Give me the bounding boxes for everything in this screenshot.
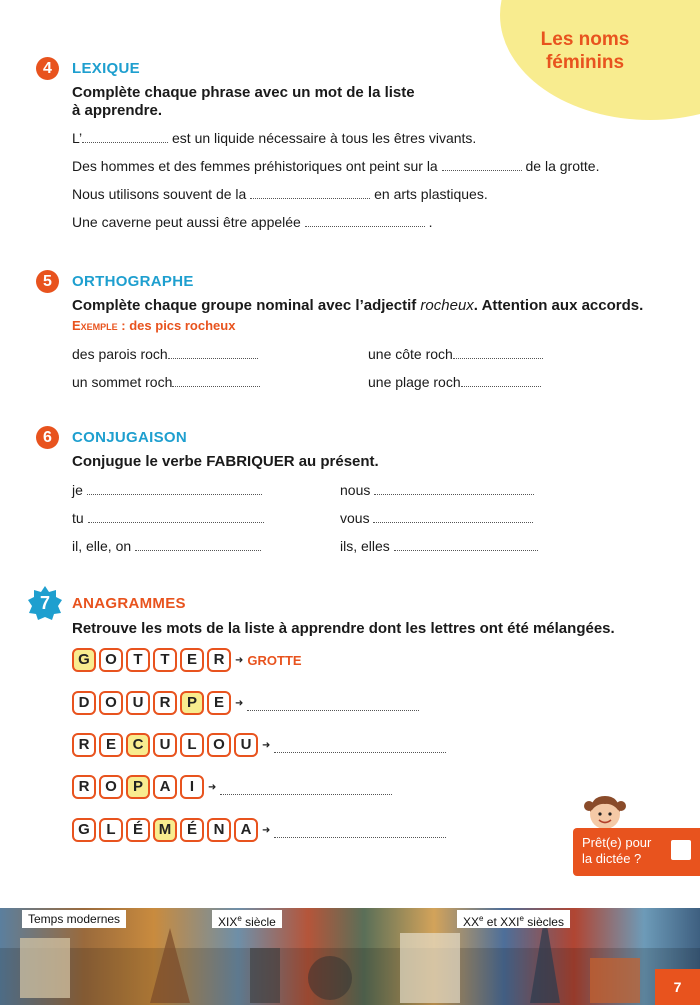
arrow-right-icon: ➜: [262, 824, 271, 836]
anagram-row: [72, 691, 419, 715]
conjugation-line: je: [72, 482, 262, 498]
letter-tile: O: [99, 691, 123, 715]
letter-tile: I: [180, 775, 204, 799]
era-label: XIXe siècle: [212, 910, 282, 928]
blank-field[interactable]: [87, 484, 262, 495]
exercise-instruction: Complète chaque phrase avec un mot de la liste à apprendre.: [72, 84, 415, 119]
conjugation-line: ils, elles: [340, 538, 538, 554]
exercise-instruction: Complète chaque groupe nominal avec l’adjectif rocheux. Attention aux accords.: [72, 297, 644, 314]
letter-tile: T: [153, 648, 177, 672]
letter-tile: C: [126, 733, 150, 757]
arrow-right-icon: ➜: [235, 654, 244, 666]
conjugation-line: il, elle, on: [72, 538, 261, 554]
blank-field[interactable]: [82, 132, 168, 143]
letter-tile: R: [207, 648, 231, 672]
sentence-4: Une caverne peut aussi être appelée .: [72, 214, 433, 230]
answer-field[interactable]: [220, 779, 392, 795]
blank-field[interactable]: [374, 484, 534, 495]
dictation-ready-box: Prêt(e) pour la dictée ?: [573, 828, 700, 876]
letter-tile: G: [72, 818, 96, 842]
blank-field[interactable]: [453, 348, 543, 359]
conjugation-line: tu: [72, 510, 264, 526]
letter-tile: P: [180, 691, 204, 715]
blank-field[interactable]: [88, 512, 264, 523]
letter-tile: D: [72, 691, 96, 715]
sentence-2: Des hommes et des femmes préhistoriques ont peint sur la de la grotte.: [72, 158, 600, 174]
letter-tile: U: [153, 733, 177, 757]
letter-tile: É: [180, 818, 204, 842]
adjective-item: des parois roch: [72, 346, 258, 362]
arrow-right-icon: ➜: [235, 697, 244, 709]
dictation-checkbox[interactable]: [671, 840, 691, 860]
exercise-number-4: 4: [36, 57, 59, 80]
letter-tile: O: [207, 733, 231, 757]
sentence-3: Nous utilisons souvent de la en arts plastiques.: [72, 186, 488, 202]
blank-field[interactable]: [135, 540, 261, 551]
exercise-number-5: 5: [36, 270, 59, 293]
blank-field[interactable]: [172, 376, 260, 387]
letter-tile: R: [72, 775, 96, 799]
letter-tile: A: [234, 818, 258, 842]
exercise-instruction: Conjugue le verbe FABRIQUER au présent.: [72, 453, 379, 470]
exercise-title-lexique: LEXIQUE: [72, 60, 140, 77]
page-title: Les noms féminins: [540, 29, 630, 73]
letter-tile: O: [99, 775, 123, 799]
conjugation-line: vous: [340, 510, 533, 526]
adjective-item: une plage roch: [368, 374, 541, 390]
blank-field[interactable]: [305, 216, 425, 227]
exercise-title-orthographe: ORTHOGRAPHE: [72, 273, 194, 290]
exercise-title-anagrammes: ANAGRAMMES: [72, 595, 186, 612]
blank-field[interactable]: [442, 160, 522, 171]
arrow-right-icon: ➜: [208, 781, 217, 793]
answer-field[interactable]: [274, 822, 446, 838]
page-number: 7: [655, 969, 700, 1005]
letter-tile: E: [207, 691, 231, 715]
letter-tile: N: [207, 818, 231, 842]
exercise-number-6: 6: [36, 426, 59, 449]
letter-tile: G: [72, 648, 96, 672]
anagram-row: [72, 648, 302, 672]
answer-field[interactable]: [274, 737, 446, 753]
letter-tile: É: [126, 818, 150, 842]
letter-tile: L: [99, 818, 123, 842]
anagram-row: [72, 818, 446, 842]
era-label: Temps modernes: [22, 910, 126, 928]
letter-tile: U: [234, 733, 258, 757]
era-label: XXe et XXIe siècles: [457, 910, 570, 928]
adjective-item: une côte roch: [368, 346, 543, 362]
letter-tile: R: [72, 733, 96, 757]
blank-field[interactable]: [394, 540, 538, 551]
answer-field[interactable]: [247, 695, 419, 711]
letter-tile: T: [126, 648, 150, 672]
anagram-row: [72, 733, 446, 757]
adjective-item: un sommet roch: [72, 374, 260, 390]
letter-tile: R: [153, 691, 177, 715]
letter-tile: M: [153, 818, 177, 842]
letter-tile: A: [153, 775, 177, 799]
arrow-right-icon: ➜: [262, 739, 271, 751]
sentence-1: L’ est un liquide nécessaire à tous les êtres vivants.: [72, 130, 477, 146]
blank-field[interactable]: [250, 188, 370, 199]
letter-tile: U: [126, 691, 150, 715]
blank-field[interactable]: [461, 376, 541, 387]
anagram-answer: GROTTE: [247, 652, 302, 668]
exercise-title-conjugaison: CONJUGAISON: [72, 429, 187, 446]
letter-tile: E: [180, 648, 204, 672]
blank-field[interactable]: [373, 512, 533, 523]
blank-field[interactable]: [168, 348, 258, 359]
example-line: Exemple : des pics rocheux: [72, 318, 236, 333]
exercise-number-7: 7: [28, 586, 62, 620]
anagram-row: [72, 775, 392, 799]
letter-tile: O: [99, 648, 123, 672]
conjugation-line: nous: [340, 482, 534, 498]
letter-tile: P: [126, 775, 150, 799]
letter-tile: L: [180, 733, 204, 757]
exercise-instruction: Retrouve les mots de la liste à apprendre dont les lettres ont été mélangées.: [72, 620, 615, 637]
letter-tile: E: [99, 733, 123, 757]
